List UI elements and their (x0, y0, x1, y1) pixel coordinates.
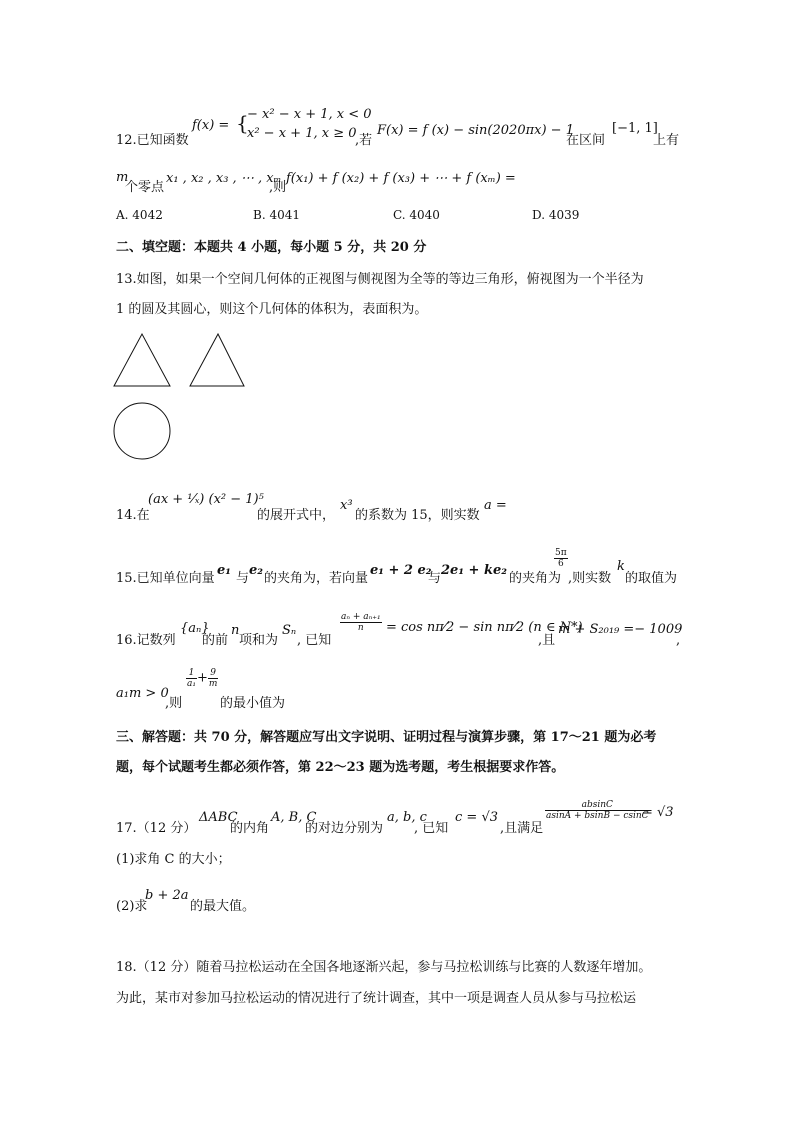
q16-known: , 已知 (297, 633, 332, 648)
q12-m: m (116, 170, 129, 185)
q17-part1: (1)求角 C 的大小； (116, 852, 231, 867)
q18-line2: 为此，某市对参加马拉松运动的情况进行了统计调查，其中一项是调查人员从参与马拉松运 (116, 991, 637, 1006)
q15-angle: 的夹角为，若向量 (264, 571, 369, 586)
q12-if: ,若 (355, 133, 373, 148)
q15-frac-den: 6 (557, 559, 564, 569)
side-view-triangle (190, 334, 244, 386)
q18-line1: 18.（12 分）随着马拉松运动在全国各地逐渐兴起，参与马拉松训练与比赛的人数逐年增加。 (116, 960, 652, 975)
q16-f1-den: a₁ (187, 679, 196, 689)
q16-f1-num: 1 (186, 668, 197, 679)
q17-c: c = √3 (455, 810, 498, 825)
q12-Fx: F(x) = f (x) − sin(2020πx) − 1 (377, 123, 574, 138)
q17-frac (545, 800, 650, 821)
q17-rhs: = √3 (642, 805, 674, 820)
q15-v2: 2e₁ + ke₂ (441, 563, 507, 578)
q12-case1: − x² − x + 1, x < 0 (247, 107, 372, 122)
q15-frac (554, 548, 568, 569)
q12-interval: [−1, 1] (612, 121, 658, 136)
q16-sum-word: 项和为 (239, 633, 279, 648)
q17-prefix: 17.（12 分） (116, 821, 197, 836)
q17-sides-word: 的对边分别为 (305, 821, 384, 836)
q12-case2: x² − x + 1, x ≥ 0 (247, 126, 357, 141)
q16-n: n (231, 623, 240, 638)
q16-eq-frac (340, 612, 382, 633)
q17-frac-den: asinA + bsinB − csinC (546, 811, 649, 821)
q12-option-b: B. 4041 (253, 208, 300, 222)
section3-line2: 题，每个试题考生都必须作答，第 22～23 题为选考题，考生根据要求作答。 (116, 760, 565, 775)
q16-prefix: 16.记数列 (116, 633, 176, 648)
q17-sides: a, b, c (387, 810, 427, 825)
q15-angle2: 的夹角为 (509, 571, 562, 586)
top-view-circle (114, 403, 170, 459)
q16-an: {aₙ} (180, 621, 210, 636)
q13-line1: 13.如图，如果一个空间几何体的正视图与侧视图为全等的等边三角形，俯视图为一个半径为 (116, 272, 644, 287)
q16-cond: m + S₂₀₁₉ =− 1009 (558, 622, 683, 637)
q17-known: , 已知 (414, 821, 449, 836)
q15-then: ,则实数 (568, 571, 612, 586)
q14-coef: 的系数为 15，则实数 (355, 508, 480, 523)
q17-angles: A, B, C (271, 810, 317, 825)
q17-part2-prefix: (2)求 (116, 899, 148, 914)
q15-e1: e₁ (217, 563, 231, 578)
q15-frac-num: 5π (555, 548, 567, 558)
q16-eq-num: aₙ + aₙ₊₁ (341, 612, 381, 622)
q16-plus: + (196, 670, 208, 686)
q12-option-c: C. 4040 (393, 208, 440, 222)
q16-and: ,且 (538, 633, 556, 648)
q16-eq-den: n (357, 623, 364, 633)
q13-three-view-figure (110, 330, 250, 470)
q12-option-a: A. 4042 (116, 208, 163, 222)
q16-f2-den: m (208, 679, 218, 689)
q16-expr (186, 668, 218, 689)
q16-f2-num: 9 (208, 668, 219, 679)
q12-interval-word: 在区间 (566, 133, 606, 148)
section3-line1: 三、解答题：共 70 分，解答题应写出文字说明、证明过程与演算步骤，第 17～21 题为必考 (116, 730, 657, 745)
q17-tri: ΔABC (199, 810, 238, 825)
front-view-triangle (114, 334, 170, 386)
q15-and: 与 (236, 571, 250, 586)
q13-line2: 1 的圆及其圆心，则这个几何体的体积为，表面积为。 (116, 302, 428, 317)
q12-brace: { (236, 111, 249, 135)
q17-part2-suffix: 的最大值。 (190, 899, 256, 914)
q16-then: ,则 (165, 696, 183, 711)
section2-heading: 二、填空题：本题共 4 小题，每小题 5 分，共 20 分 (116, 240, 427, 255)
q12-zeros: 个零点 (125, 180, 165, 195)
q15-e2: e₂ (249, 563, 263, 578)
q15-v1: e₁ + 2 e₂ (370, 563, 432, 578)
q15-range: 的取值为 (625, 571, 678, 586)
q14-prefix: 14.在 (116, 508, 150, 523)
q14-expr: (ax + ¹⁄ₓ) (x² − 1)⁵ (148, 492, 264, 507)
q14-a: a = (484, 498, 507, 513)
q16-Sn: Sₙ (282, 623, 297, 638)
q16-a1m: a₁m > 0 (116, 686, 169, 701)
q14-x3: x³ (340, 498, 353, 513)
q17-satisfy: ,且满足 (500, 821, 544, 836)
q16-front: 的前 (202, 633, 229, 648)
q15-and2: 与 (428, 571, 442, 586)
q15-prefix: 15.已知单位向量 (116, 571, 215, 586)
q12-fx: f(x) = (192, 118, 230, 133)
q16-min: 的最小值为 (220, 696, 286, 711)
q16-comma: , (676, 633, 681, 648)
q17-angles-word: 的内角 (230, 821, 270, 836)
q14-mid: 的展开式中， (257, 508, 336, 523)
q12-sum: f(x₁) + f (x₂) + f (x₃) + ⋯ + f (xₘ) = (286, 171, 516, 186)
q17-part2-expr: b + 2a (145, 888, 189, 903)
q12-has: 上有 (653, 133, 680, 148)
q16-eq-rhs: = cos nπ⁄2 − sin nπ⁄2 (n ∈ N*) (386, 620, 583, 635)
q12-then: ,则 (269, 180, 287, 195)
q15-k: k (617, 559, 625, 574)
q12-xs: x₁ , x₂ , x₃ , ⋯ , xₘ (166, 171, 282, 186)
q12-prefix: 12.已知函数 (116, 133, 189, 148)
q17-frac-num: absinC (545, 800, 650, 811)
q12-option-d: D. 4039 (532, 208, 580, 222)
